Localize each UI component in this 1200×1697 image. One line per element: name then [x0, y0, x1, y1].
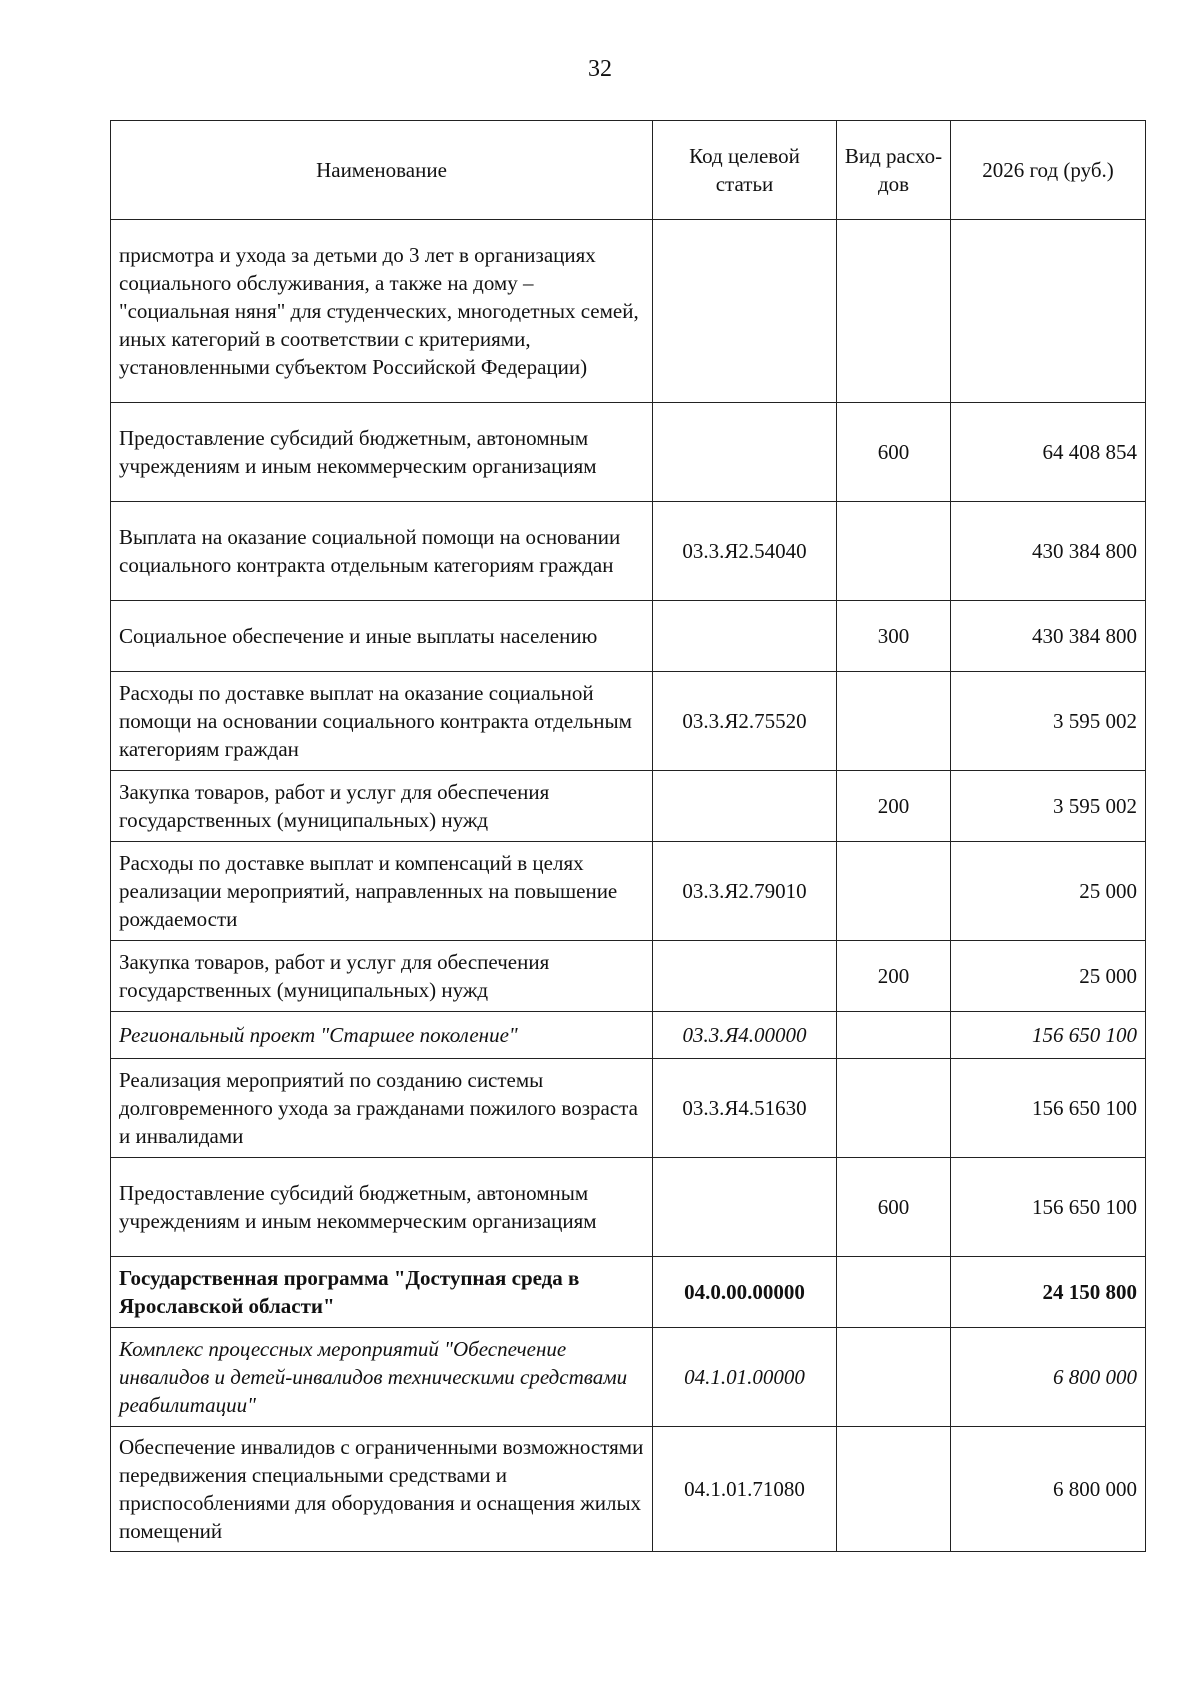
- row-name: Обеспечение инвалидов с ограниченными возможностями передвижения специальными средствами и приспособлениями для оборудования и оснащения жилых помещений: [111, 1427, 653, 1552]
- row-type: [837, 1328, 951, 1427]
- row-name: Закупка товаров, работ и услуг для обеспечения государственных (муниципальных) нужд: [111, 771, 653, 842]
- row-sum: [951, 220, 1146, 403]
- row-code: [653, 601, 837, 672]
- row-sum: 6 800 000: [951, 1427, 1146, 1552]
- row-code: 03.3.Я4.00000: [653, 1012, 837, 1059]
- row-code: [653, 403, 837, 502]
- row-sum: 3 595 002: [951, 672, 1146, 771]
- table-row: [111, 842, 1146, 941]
- row-type: [837, 1059, 951, 1158]
- row-code: 04.1.01.71080: [653, 1427, 837, 1552]
- header-type: Вид расхо-дов: [837, 121, 951, 220]
- row-type: 200: [837, 941, 951, 1012]
- row-code: 03.3.Я4.51630: [653, 1059, 837, 1158]
- row-sum: 25 000: [951, 941, 1146, 1012]
- row-name: Предоставление субсидий бюджетным, автономным учреждениям и иным некоммерческим организациям: [111, 403, 653, 502]
- row-name: Расходы по доставке выплат на оказание социальной помощи на основании социального контракта отдельным категориям граждан: [111, 672, 653, 771]
- row-sum: 430 384 800: [951, 601, 1146, 672]
- table-row: [111, 601, 1146, 672]
- table-row: [111, 1158, 1146, 1257]
- row-sum: 3 595 002: [951, 771, 1146, 842]
- row-code: [653, 941, 837, 1012]
- header-name: Наименование: [111, 121, 653, 220]
- row-name: Расходы по доставке выплат и компенсаций в целях реализации мероприятий, направленных на повышение рождаемости: [111, 842, 653, 941]
- row-name: Реализация мероприятий по созданию системы долговременного ухода за гражданами пожилого возраста и инвалидами: [111, 1059, 653, 1158]
- row-code: 03.3.Я2.54040: [653, 502, 837, 601]
- row-type: [837, 1012, 951, 1059]
- row-sum: 6 800 000: [951, 1328, 1146, 1427]
- row-code: 04.0.00.00000: [653, 1257, 837, 1328]
- row-sum: 64 408 854: [951, 403, 1146, 502]
- row-name: Государственная программа "Доступная среда в Ярославской области": [111, 1257, 653, 1328]
- table-row: [111, 672, 1146, 771]
- row-code: [653, 771, 837, 842]
- row-type: [837, 672, 951, 771]
- table-row: [111, 771, 1146, 842]
- row-type: 600: [837, 1158, 951, 1257]
- row-type: 300: [837, 601, 951, 672]
- row-sum: 156 650 100: [951, 1059, 1146, 1158]
- row-name: присмотра и ухода за детьми до 3 лет в организациях социального обслуживания, а также на дому – "социальная няня" для студенческих, многодетных семей, иных категорий в соответствии с критериями, установленными субъектом Российской Федерации): [111, 220, 653, 403]
- table-row: [111, 1012, 1146, 1059]
- row-type: [837, 1427, 951, 1552]
- row-type: [837, 842, 951, 941]
- budget-table: [110, 120, 1146, 1552]
- row-name: Предоставление субсидий бюджетным, автономным учреждениям и иным некоммерческим организациям: [111, 1158, 653, 1257]
- row-name: Выплата на оказание социальной помощи на основании социального контракта отдельным категориям граждан: [111, 502, 653, 601]
- header-code: Код целевой статьи: [653, 121, 837, 220]
- row-type: [837, 220, 951, 403]
- table-row: [111, 502, 1146, 601]
- row-type: [837, 1257, 951, 1328]
- row-type: [837, 502, 951, 601]
- row-code: 04.1.01.00000: [653, 1328, 837, 1427]
- table-row: [111, 941, 1146, 1012]
- row-name: Социальное обеспечение и иные выплаты населению: [111, 601, 653, 672]
- header-sum: 2026 год (руб.): [951, 121, 1146, 220]
- row-code: 03.3.Я2.75520: [653, 672, 837, 771]
- table-row: [111, 1257, 1146, 1328]
- row-name: Комплекс процессных мероприятий "Обеспечение инвалидов и детей-инвалидов техническими средствами реабилитации": [111, 1328, 653, 1427]
- table-row: [111, 1328, 1146, 1427]
- row-sum: 430 384 800: [951, 502, 1146, 601]
- table-header-row: [111, 121, 1146, 220]
- row-sum: 156 650 100: [951, 1158, 1146, 1257]
- row-code: [653, 1158, 837, 1257]
- table-row: [111, 220, 1146, 403]
- row-name: Закупка товаров, работ и услуг для обеспечения государственных (муниципальных) нужд: [111, 941, 653, 1012]
- table-row: [111, 403, 1146, 502]
- row-type: 200: [837, 771, 951, 842]
- row-sum: 25 000: [951, 842, 1146, 941]
- table-row: [111, 1059, 1146, 1158]
- row-code: 03.3.Я2.79010: [653, 842, 837, 941]
- page-number: 32: [588, 56, 612, 82]
- row-sum: 24 150 800: [951, 1257, 1146, 1328]
- row-sum: 156 650 100: [951, 1012, 1146, 1059]
- table-row: [111, 1427, 1146, 1552]
- row-name: Региональный проект "Старшее поколение": [111, 1012, 653, 1059]
- row-type: 600: [837, 403, 951, 502]
- row-code: [653, 220, 837, 403]
